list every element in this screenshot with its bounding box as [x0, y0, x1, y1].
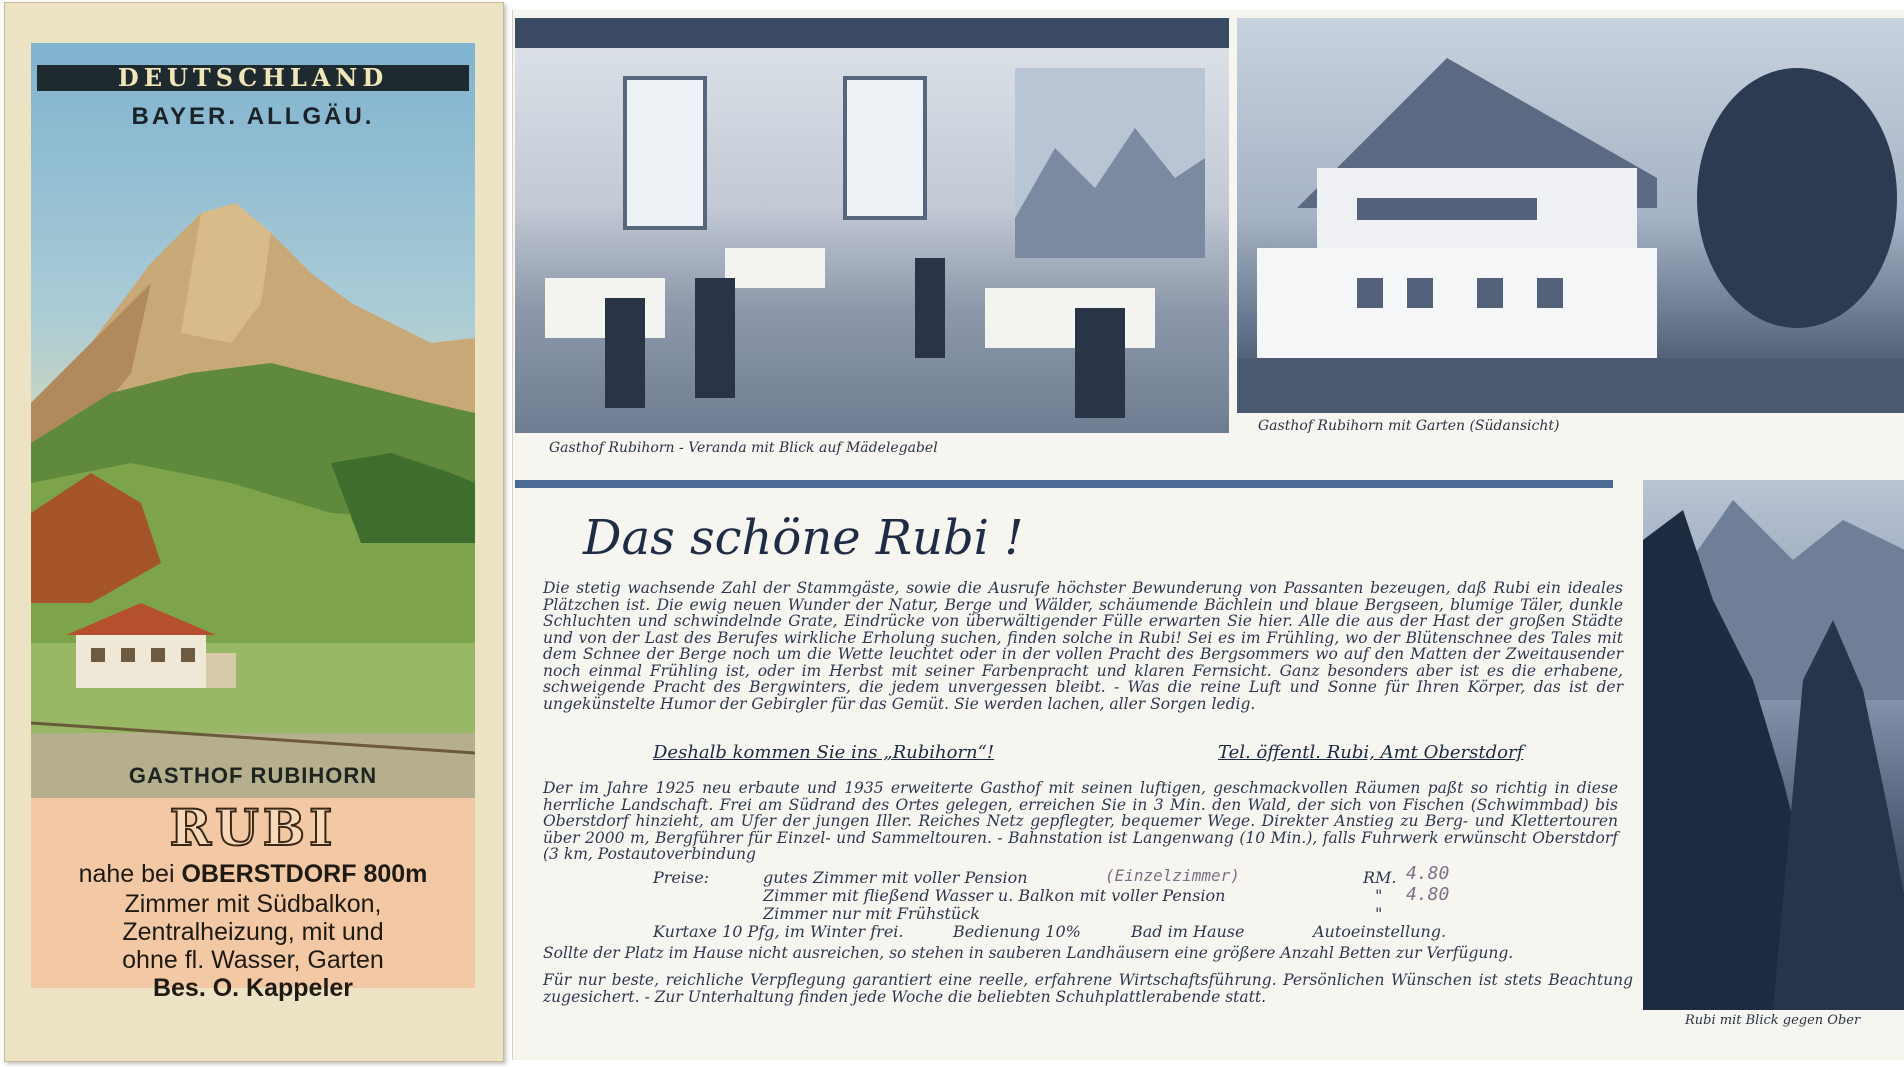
cover-info-panel — [31, 798, 475, 1002]
location-town: OBERSTDORF — [181, 860, 357, 888]
price-3-ditto: " — [1375, 904, 1383, 923]
mountain-illustration — [31, 43, 475, 798]
closing-line-1: Sollte der Platz im Hause nicht ausreichen, so stehen in sauberen Landhäusern eine größere Anzahl Betten zur Verfügung. — [543, 944, 1514, 962]
location-prefix: nahe bei — [78, 860, 175, 888]
price-2-value: 4.80 — [1406, 884, 1450, 905]
brochure-inside — [512, 10, 1904, 1060]
divider-rule — [515, 480, 1613, 488]
garden-caption: Gasthof Rubihorn mit Garten (Südansicht) — [1258, 418, 1560, 434]
country-banner: DEUTSCHLAND — [37, 65, 469, 91]
veranda-photo — [515, 18, 1229, 433]
cover-illustration — [31, 43, 475, 798]
owner-line: Bes. O. Kappeler — [152, 974, 354, 1002]
price-1-note: (Einzelzimmer) — [1105, 866, 1240, 885]
headline: Das schöne Rubi ! — [583, 510, 1024, 566]
inn-name: GASTHOF RUBIHORN — [128, 763, 378, 788]
veranda-photo-image — [515, 18, 1229, 433]
price-3-label: Zimmer nur mit Frühstück — [763, 904, 980, 923]
mountain-view-caption: Rubi mit Blick gegen Ober — [1685, 1013, 1861, 1028]
garden-photo-image — [1237, 18, 1904, 413]
price-1-label: gutes Zimmer mit voller Pension — [763, 868, 1028, 887]
description-paragraph: Der im Jahre 1925 neu erbaute und 1935 erweiterte Gasthof mit seinen luftigen, geschmackvollen Räumen paßt so richtig in diese herrliche Landschaft. Frei am Südrand des Ortes gelegen, erreichen Sie in 3 Min. den Wald, der sich von Fischen (Schwimmbad) bis Oberstdorf hinzieht, am Ufer der jungen Iller. Reiches Netz gepflegter, bequemer Wege. Direkter Anstieg zu Berg- und Klettertouren über 2000 m, Bergführer für Einzel- und Sammeltouren. - Bahnstation ist Langenwang (10 Min.), falls Fuhrwerk erwünscht Oberstdorf (3 km, Postautoverbindung — [543, 779, 1618, 863]
location-line — [31, 860, 475, 889]
mountain-view-image — [1643, 480, 1904, 1010]
brochure-cover — [4, 2, 504, 1062]
altitude: 800m — [363, 860, 428, 888]
prices-label: Preise: — [653, 868, 710, 887]
feature-line-1: Zimmer mit Südbalkon, — [124, 890, 382, 918]
brand-title: RUBI — [169, 798, 337, 857]
closing-paragraph: Für nur beste, reichliche Verpflegung garantiert eine reelle, erfahrene Wirtschaftsführung. Persönlichen Wünschen ist stets Beachtung zugesichert. - Zur Unterhaltung finden jede Woche die beliebten Schuhplattlerabende statt. — [543, 971, 1633, 1006]
garden-photo — [1237, 18, 1904, 413]
price-1-value: 4.80 — [1406, 863, 1450, 884]
currency-label: RM. — [1363, 868, 1397, 887]
kurtaxe: Kurtaxe 10 Pfg, im Winter frei. — [653, 922, 904, 941]
phone-info: Tel. öffentl. Rubi, Amt Oberstdorf — [1218, 742, 1524, 763]
intro-paragraph: Die stetig wachsende Zahl der Stammgäste, sowie die Ausrufe höchster Bewunderung von Passanten bezeugen, daß Rubi ein ideales Plätzchen ist. Die ewig neuen Wunder der Natur, Berge und Wälder, schäumende Bächlein und blaue Bergseen, blumige Täler, dunkle Schluchten und schwindelnde Grate, Eindrücke von überwältigender Fülle erwarten Sie hier. Alle die aus der Hast der großen Städte und von der Last des Berufes wirkliche Erholung suchen, finden solche in Rubi! Sei es im Frühling, wo der Blütenschnee des Tales mit dem Schnee der Berge noch um die Wette leuchtet oder in der vollen Pracht des Bergsommers wo auf den Matten der Zweitausender noch einmal Frühling ist, oder im Herbst mit seiner Farbenpracht und klaren Fernsicht. Ganz besonders aber ist es die erhabene, schweigende Pracht des Bergwinters, die jedem unvergessen bleibt. - Was die reine Luft und Sonne für Ihren Körper, das ist der ungekünstelte Humor der Gebirgler für das Gemüt. Sie werden lachen, aller Sorgen ledig. — [543, 579, 1623, 713]
region-title: BAYER. ALLGÄU. — [131, 103, 375, 130]
bath-info: Bad im Hause — [1131, 922, 1245, 941]
price-2-label: Zimmer mit fließend Wasser u. Balkon mit voller Pension — [763, 886, 1226, 905]
mountain-view-photo — [1643, 480, 1904, 1010]
slogan: Deshalb kommen Sie ins „Rubihorn“! — [653, 742, 995, 763]
feature-line-3: ohne fl. Wasser, Garten — [122, 946, 384, 974]
service-charge: Bedienung 10% — [953, 922, 1081, 941]
garage-info: Autoeinstellung. — [1313, 922, 1447, 941]
veranda-caption: Gasthof Rubihorn - Veranda mit Blick auf Mädelegabel — [549, 440, 938, 456]
feature-line-2: Zentralheizung, mit und — [122, 918, 384, 946]
price-2-ditto: " — [1375, 886, 1383, 905]
